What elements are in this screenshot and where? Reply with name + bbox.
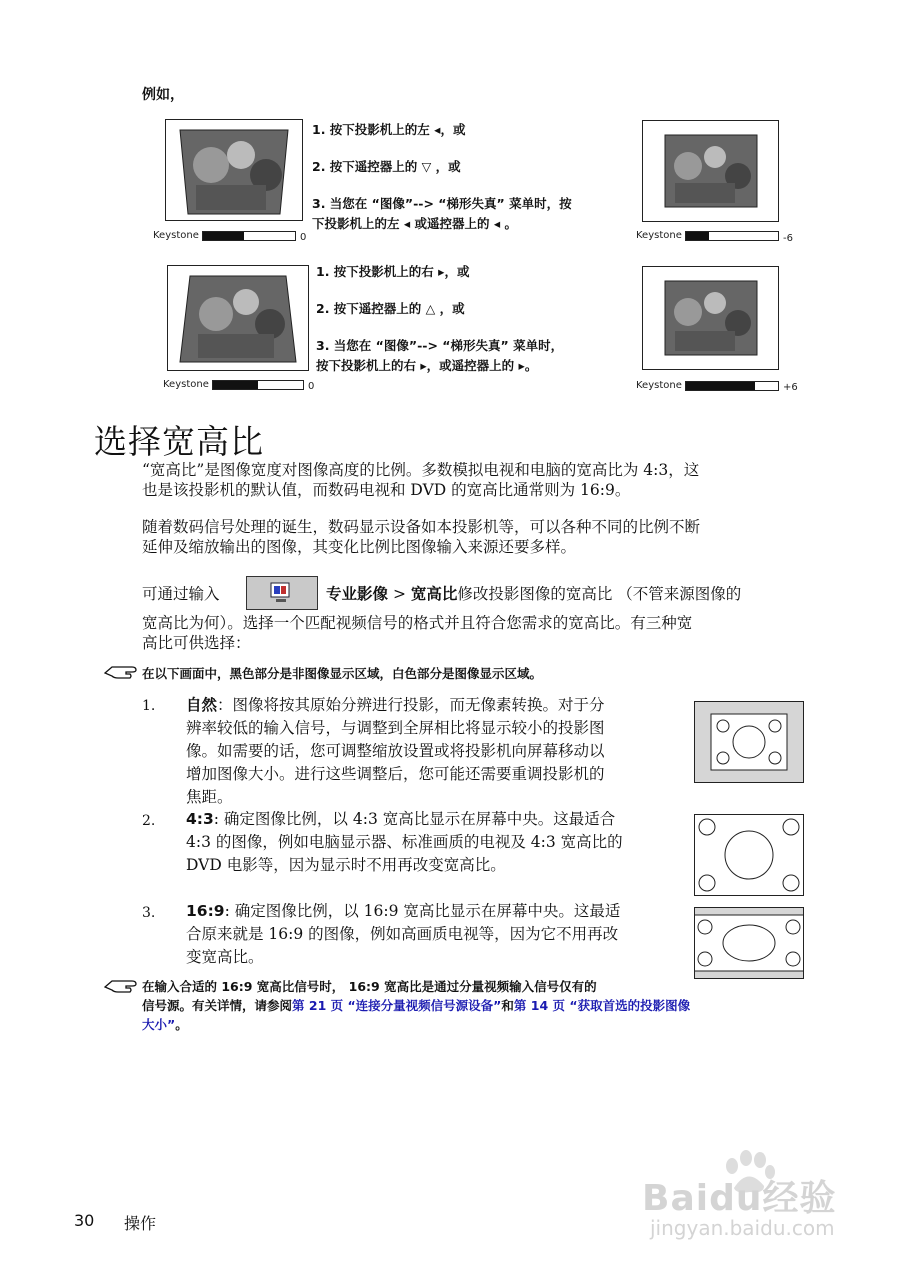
- item-3-number: 3.: [142, 905, 156, 921]
- note-hand-icon: [104, 978, 138, 996]
- link-component-video[interactable]: 第 21 页 “连接分量视频信号源设备”: [292, 998, 502, 1013]
- item-2-text: 4:3: 确定图像比例，以 4:3 宽高比显示在屏幕中央。这最适合 4:3 的图像，例如电脑显示器、标准画质的电视及 4:3 宽高比的 DVD 电影等，因为显示时不用再改变宽高比。: [186, 810, 623, 874]
- right-arrow-icon: ▸: [438, 264, 445, 279]
- keystone-photo-after-2: [642, 266, 779, 370]
- keystone-top-icon: ▽: [421, 159, 432, 174]
- input-paragraph-cont: 宽高比为何）。选择一个匹配视频信号的格式并且符合您需求的宽高比。有三种宽 高比可供选择：: [142, 614, 693, 652]
- item-1-text: 自然：图像将按其原始分辨进行投影，而无像素转换。对于分 辨率较低的输入信号，与调整到全屏相比将显示较小的投影图 像。如需要的话，您可调整缩放设置或将投影机向屏幕移动以 增加图像大小。进行这些调整后，您可能还需要重调投影机的 焦距。: [186, 696, 605, 806]
- keystone-steps-2: 1. 按下投影机上的右 ▸，或 2. 按下遥控器上的 △ ，或 3. 当您在 “图像”--> “梯形失真” 菜单时， 按下投影机上的右 ▸，或遥控器上的 ▸。: [316, 264, 564, 373]
- item-3-text: 16:9: 确定图像比例，以 16:9 宽高比显示在屏幕中央。这最适 合原来就是 16:9 的图像，例如高画质电视等，因为它不用再改 变宽高比。: [186, 902, 621, 966]
- left-arrow-icon: ◂: [403, 216, 411, 231]
- keystone-bar-1a: [202, 231, 296, 241]
- right-arrow-icon: ▸: [420, 358, 427, 373]
- aspect-4-3-diagram: [694, 814, 804, 896]
- picture-menu-icon: [247, 577, 317, 609]
- watermark-url: jingyan.baidu.com: [650, 1216, 835, 1240]
- keystone-bar-2b: [685, 381, 779, 391]
- keystone-value-1b: -6: [783, 233, 793, 244]
- item-1-number: 1.: [142, 698, 156, 714]
- aspect-16-9-diagram: [694, 907, 804, 979]
- note-2: 在输入合适的 16:9 宽高比信号时， 16:9 宽高比是通过分量视频输入信号仅有的 信号源。有关详情，请参阅第 21 页 “连接分量视频信号源设备”和第 14 页 “获取首选的投影图像 大小”。: [142, 979, 691, 1032]
- picture-menu-button[interactable]: [246, 576, 318, 610]
- left-arrow-icon: ◂: [434, 122, 441, 137]
- example-label: 例如，: [142, 87, 184, 103]
- intro-paragraph-2: 随着数码信号处理的诞生，数码显示设备如本投影机等，可以各种不同的比例不断 延伸及缩放输出的图像，其变化比例比图像输入来源还要多样。: [142, 518, 701, 556]
- keystone-value-2a: 0: [308, 381, 315, 392]
- keystone-steps-1: 1. 按下投影机上的左 ◂，或 2. 按下遥控器上的 ▽ ，或 3. 当您在 “图像”--> “梯形失真” 菜单时，按 下投影机上的左 ◂ 或遥控器上的 ◂ 。: [312, 122, 572, 231]
- keystone-value-1a: 0: [300, 232, 307, 243]
- input-menu-path: 专业影像 > 宽高比修改投影图像的宽高比 （不管来源图像的: [326, 585, 742, 603]
- watermark-brand: Baidu经验: [642, 1178, 837, 1219]
- page-number: 30: [74, 1211, 95, 1230]
- keystone-photo-before-2: [167, 265, 309, 371]
- aspect-native-diagram: [694, 701, 804, 783]
- intro-paragraph-1: “宽高比”是图像宽度对图像高度的比例。多数模拟电视和电脑的宽高比为 4:3，这 也是该投影机的默认值，而数码电视和 DVD 的宽高比通常则为 16:9。: [142, 461, 700, 499]
- keystone-label-2a: Keystone: [163, 379, 209, 390]
- keystone-value-2b: +6: [783, 382, 798, 393]
- link-image-size-cont[interactable]: 大小”: [142, 1017, 176, 1032]
- note-hand-icon: [104, 664, 138, 682]
- note-1: 在以下画面中，黑色部分是非图像显示区域，白色部分是图像显示区域。: [142, 666, 543, 681]
- link-image-size[interactable]: 第 14 页 “获取首选的投影图像: [513, 998, 691, 1013]
- footer-section: 操作: [124, 1214, 157, 1233]
- keystone-label-1a: Keystone: [153, 230, 199, 241]
- keystone-photo-before-1: [165, 119, 303, 221]
- keystone-bar-2a: [212, 380, 304, 390]
- keystone-bar-1b: [685, 231, 779, 241]
- left-arrow-icon: ◂: [493, 216, 501, 231]
- keystone-label-2b: Keystone: [636, 380, 682, 391]
- keystone-label-1b: Keystone: [636, 230, 682, 241]
- keystone-photo-after-1: [642, 120, 779, 222]
- keystone-bottom-icon: △: [425, 301, 436, 316]
- section-title: 选择宽高比: [94, 422, 264, 461]
- item-2-number: 2.: [142, 813, 156, 829]
- input-prefix: 可通过输入: [142, 585, 220, 603]
- right-arrow-icon: ▸: [518, 358, 525, 373]
